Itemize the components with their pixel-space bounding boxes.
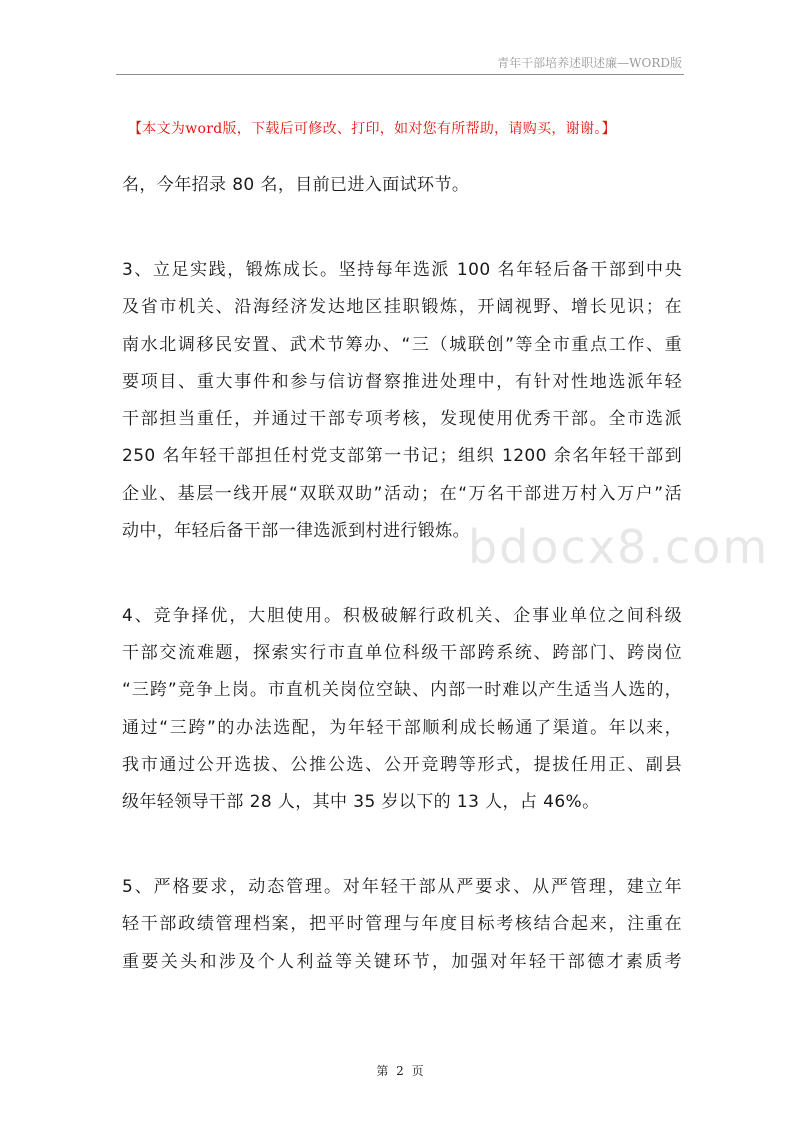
page-footer (0, 1062, 800, 1079)
body-line: 级年轻领导干部 28 人，其中 35 岁以下的 13 人，占 46%。 (122, 792, 600, 812)
body-line: 企业、基层一线开展“双联双助”活动；在“万名干部进万村入万户”活 (122, 484, 682, 504)
body-line: 动中，年轻后备干部一律选派到村进行锻炼。 (122, 521, 470, 541)
body-line: 轻干部政绩管理档案，把平时管理与年度目标考核结合起来，注重在 (122, 914, 682, 934)
footer-prefix: 第 (376, 1064, 389, 1078)
watermark: bdocx8.com (468, 520, 770, 574)
page-number: 2 (396, 1064, 404, 1078)
body-line: 干部交流难题，探索实行市直单位科级干部跨系统、跨部门、跨岗位 (122, 643, 682, 663)
body-line: 我市通过公开选拔、公推公选、公开竞聘等形式，提拔任用正、副县 (122, 755, 682, 775)
body-line: 250 名年轻干部担任村党支部第一书记；组织 1200 余名年轻干部到 (122, 446, 682, 466)
body-line: 5、严格要求，动态管理。对年轻干部从严要求、从严管理，建立年 (122, 877, 682, 897)
purchase-notice: 【本文为word版，下载后可修改、打印，如对您有所帮助，请购买，谢谢。】 (128, 121, 616, 137)
body-line: 干部担当重任，并通过干部专项考核，发现使用优秀干部。全市选派 (122, 409, 682, 429)
body-line: 重要关头和涉及个人利益等关键环节，加强对年轻干部德才素质考 (122, 952, 682, 972)
header-title: 青年干部培养述职述廉—WORD版 (497, 56, 682, 70)
footer-suffix: 页 (411, 1064, 424, 1078)
header-divider (116, 74, 684, 75)
body-line: “三跨”竞争上岗。市直机关岗位空缺、内部一时难以产生适当人选的， (122, 680, 682, 700)
body-line: 4、竞争择优，大胆使用。积极破解行政机关、企事业单位之间科级 (122, 606, 682, 626)
body-line: 通过“三跨”的办法选配，为年轻干部顺利成长畅通了渠道。年以来， (122, 718, 682, 738)
body-line: 及省市机关、沿海经济发达地区挂职锻炼，开阔视野、增长见识；在 (122, 297, 682, 317)
body-line: 南水北调移民安置、武术节筹办、“三（城联创”等全市重点工作、重 (122, 335, 682, 355)
body-line: 3、立足实践，锻炼成长。坚持每年选派 100 名年轻后备干部到中央 (122, 260, 682, 280)
body-line: 名，今年招录 80 名，目前已进入面试环节。 (122, 175, 470, 195)
body-line: 要项目、重大事件和参与信访督察推进处理中，有针对性地选派年轻 (122, 372, 682, 392)
